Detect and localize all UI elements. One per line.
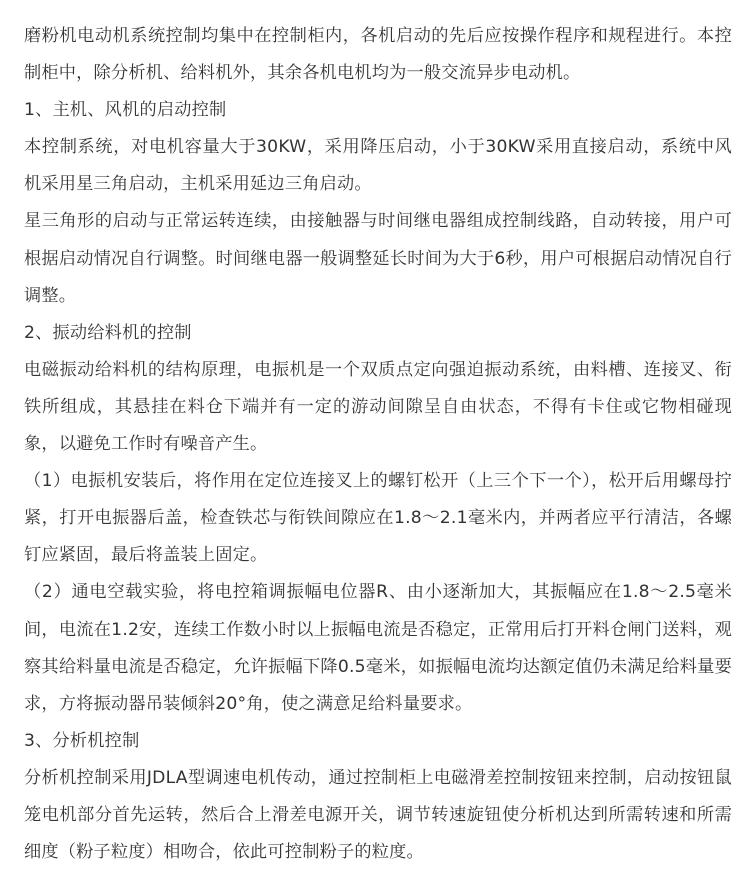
- paragraph-analyzer-control: 分析机控制采用JDLA型调速电机传动，通过控制柜上电磁滑差控制按钮来控制，启动按钮鼠笼电机部分首先运转，然后合上滑差电源开关，调节转速旋钮使分析机达到所需转速和所需细度（粉子粒度）相吻合，依此可控制粉子的粒度。: [24, 767, 732, 863]
- section-heading-main-motor-fan: 1、主机、风机的启动控制: [24, 100, 227, 121]
- paragraph-step-2: （2）通电空载实验，将电控箱调振幅电位器R、由小逐渐加大，其振幅应在1.8～2.5毫米间，电流在1.2安，连续工作数小时以上振幅电流是否稳定，正常用后打开料仓闸门送料，观察其给料量电流是否稳定，允许振幅下降0.5毫米，如振幅电流均达额定值仍未满足给料量要求，方将振动器吊装倾斜20°角，使之满意足给料量要求。: [24, 582, 732, 714]
- section-heading-analyzer: 3、分析机控制: [24, 730, 140, 751]
- paragraph-start-method: 本控制系统，对电机容量大于30KW，采用降压启动，小于30KW采用直接启动，系统中风机采用星三角启动，主机采用延边三角启动。: [24, 137, 732, 195]
- paragraph-step-1: （1）电振机安装后，将作用在定位连接叉上的螺钉松开（上三个下一个），松开后用螺母拧紧，打开电振器后盖，检查铁芯与衔铁间隙应在1.8～2.1毫米内，并两者应平行清洁，各螺钉应紧固，最后将盖装上固定。: [24, 471, 732, 566]
- section-heading-vibrating-feeder: 2、振动给料机的控制: [24, 322, 192, 343]
- paragraph-star-delta: 星三角形的启动与正常运转连续，由接触器与时间继电器组成控制线路，自动转接，用户可根据启动情况自行调整。时间继电器一般调整延长时间为大于6秒，用户可根据启动情况自行调整。: [24, 211, 732, 306]
- paragraph-feeder-principle: 电磁振动给料机的结构原理，电振机是一个双质点定向强迫振动系统，由料槽、连接叉、衔铁所组成，其悬挂在料仓下端并有一定的游动间隙呈自由状态，不得有卡住或它物相碰现象，以避免工作时有噪音产生。: [24, 359, 732, 455]
- intro-paragraph: 磨粉机电动机系统控制均集中在控制柜内，各机启动的先后应按操作程序和规程进行。本控制柜中，除分析机、给料机外，其余各机电机均为一般交流异步电动机。: [24, 26, 732, 84]
